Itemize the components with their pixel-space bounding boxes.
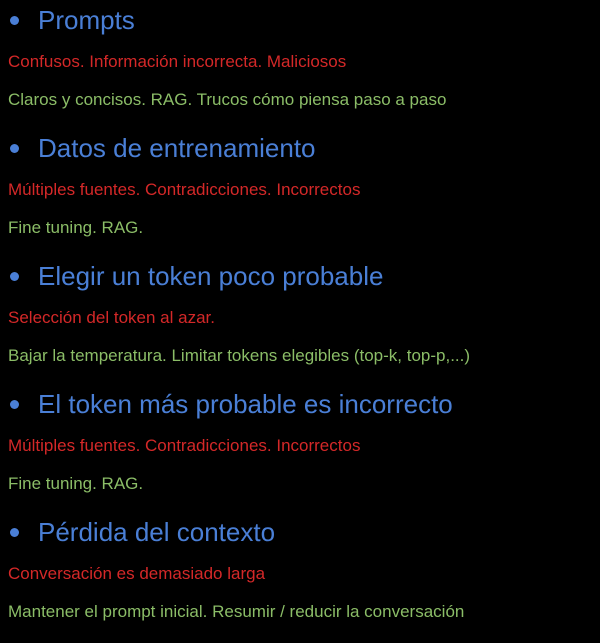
section-heading-row — [0, 3, 600, 37]
bullet-icon — [10, 144, 19, 153]
section-heading-row — [0, 387, 600, 421]
problems-text: Múltiples fuentes. Contradicciones. Incorrectos — [8, 436, 361, 455]
section-title: El token más probable es incorrecto — [38, 389, 453, 419]
section-title: Elegir un token poco probable — [38, 261, 384, 291]
problems-text: Conversación es demasiado larga — [8, 564, 266, 583]
section-title: Datos de entrenamiento — [38, 133, 316, 163]
solutions-text: Fine tuning. RAG. — [8, 218, 144, 237]
solutions-text: Mantener el prompt inicial. Resumir / reducir la conversación — [8, 602, 465, 621]
section-title: Prompts — [38, 5, 135, 35]
section-heading-row — [0, 131, 600, 165]
solutions-text: Bajar la temperatura. Limitar tokens elegibles (top-k, top-p,...) — [8, 346, 471, 365]
section-heading-row — [0, 259, 600, 293]
solutions-text: Fine tuning. RAG. — [8, 474, 144, 493]
problems-text: Selección del token al azar. — [8, 308, 215, 327]
solutions-text: Claros y concisos. RAG. Trucos cómo piensa paso a paso — [8, 90, 447, 109]
bullet-icon — [10, 400, 19, 409]
problems-text: Múltiples fuentes. Contradicciones. Incorrectos — [8, 180, 361, 199]
problems-text: Confusos. Información incorrecta. Maliciosos — [8, 52, 347, 71]
bullet-icon — [10, 16, 19, 25]
section-heading-row — [0, 515, 600, 549]
section-title: Pérdida del contexto — [38, 517, 276, 547]
bullet-icon — [10, 528, 19, 537]
bullet-icon — [10, 272, 19, 281]
